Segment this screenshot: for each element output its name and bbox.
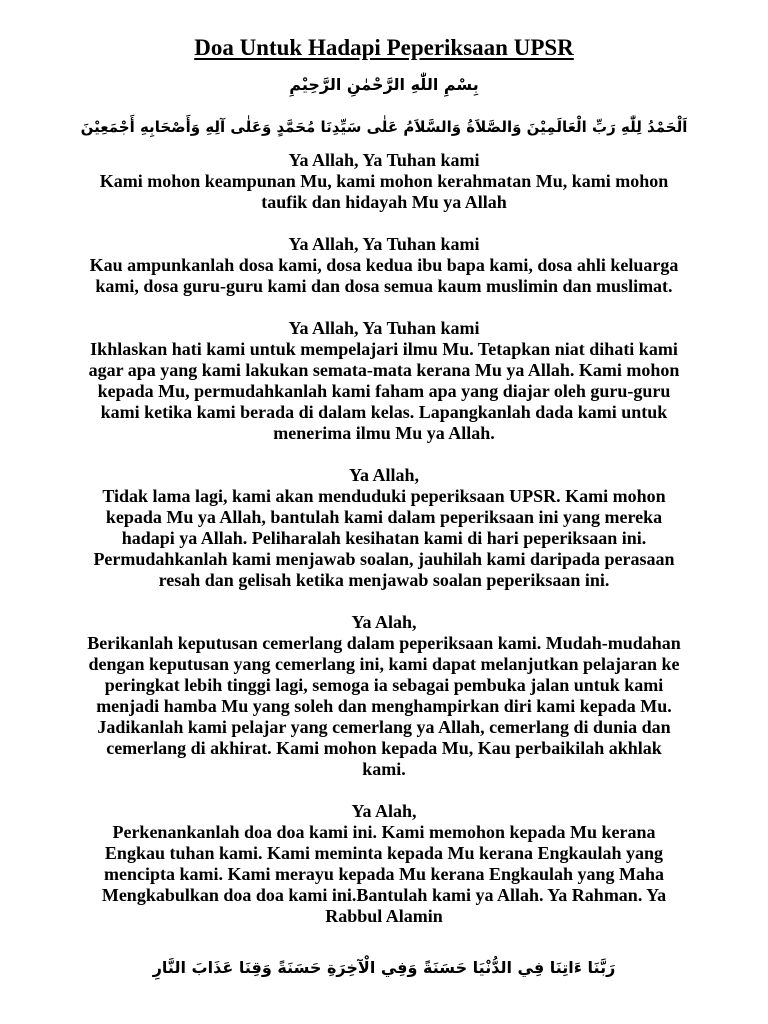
paragraph-line: cemerlang di akhirat. Kami mohon kepada Mu, Kau perbaikilah akhlak (106, 738, 662, 758)
closing-dua: رَبَّنَا ءَاتِنَا فِي الدُّنْيَا حَسَنَةً وَفِي الْآخِرَةِ حَسَنَةً وَقِنَا عَذَابَ النَّارِ (152, 958, 616, 977)
document-title (0, 33, 768, 63)
paragraph-line: kami, dosa guru-guru kami dan dosa semua kaum muslimin dan muslimat. (95, 276, 673, 296)
paragraph-line: Berikanlah keputusan cemerlang dalam peperiksaan kami. Mudah-mudahan (87, 633, 681, 653)
paragraph-line: kami. (362, 759, 406, 779)
prayer-body (80, 150, 688, 948)
paragraph-line: Permudahkanlah kami menjawab soalan, jauhilah kami daripada perasaan (93, 549, 675, 569)
paragraph-line: Kami mohon keampunan Mu, kami mohon kerahmatan Mu, kami mohon (99, 171, 669, 191)
paragraph-line: kepada Mu, permudahkanlah kami faham apa yang diajar oleh guru-guru (97, 381, 671, 401)
prayer-paragraph (80, 234, 688, 297)
document-title-text: Doa Untuk Hadapi Peperiksaan UPSR (194, 35, 574, 60)
paragraph-line: dengan keputusan yang cemerlang ini, kami dapat melanjutkan pelajaran ke (88, 654, 680, 674)
paragraph-heading: Ya Allah, Ya Tuhan kami (288, 318, 480, 338)
prayer-paragraph (80, 150, 688, 213)
paragraph-line: Mengkabulkan doa doa kami ini.Bantulah kami ya Allah. Ya Rahman. Ya (101, 885, 667, 905)
paragraph-line: kepada Mu ya Allah, bantulah kami dalam peperiksaan ini yang mereka (105, 507, 663, 527)
paragraph-line: Kau ampunkanlah dosa kami, dosa kedua ibu bapa kami, dosa ahli keluarga (89, 255, 679, 275)
paragraph-line: Rabbul Alamin (325, 906, 443, 926)
prayer-paragraph (80, 318, 688, 444)
paragraph-line: menjadi hamba Mu yang soleh dan menghampirkan diri kami kepada Mu. (96, 696, 672, 716)
paragraph-line: menerima ilmu Mu ya Allah. (273, 423, 495, 443)
prayer-paragraph (80, 612, 688, 780)
paragraph-line: kami ketika kami berada di dalam kelas. Lapangkanlah dada kami untuk (100, 402, 668, 422)
paragraph-line: Jadikanlah kami pelajar yang cemerlang ya Allah, cemerlang di dunia dan (97, 717, 671, 737)
paragraph-heading: Ya Alah, (351, 612, 417, 632)
paragraph-line: Engkau tuhan kami. Kami meminta kepada Mu kerana Engkaulah yang (104, 843, 664, 863)
paragraph-line: taufik dan hidayah Mu ya Allah (261, 192, 507, 212)
paragraph-line: peringkat lebih tinggi lagi, semoga ia sebagai pembuka jalan untuk kami (104, 675, 664, 695)
prayer-paragraph (80, 465, 688, 591)
paragraph-line: agar apa yang kami lakukan semata-mata kerana Mu ya Allah. Kami mohon (88, 360, 680, 380)
paragraph-heading: Ya Allah, (348, 465, 420, 485)
hamdalah: اَلْحَمْدُ لِلّٰهِ رَبِّ الْعَالَمِيْنَ وَالصَّلاَةُ وَالسَّلاَمُ عَلٰى سَيِّدِنَا مُحَمَّدٍ وَعَلٰى آلِهِ وَأَصْحَابِهِ أَجْمَعِيْنَ (80, 118, 688, 136)
paragraph-line: mencipta kami. Kami merayu kepada Mu kerana Engkaulah yang Maha (103, 864, 665, 884)
paragraph-line: hadapi ya Allah. Peliharalah kesihatan kami di hari peperiksaan ini. (121, 528, 647, 548)
paragraph-heading: Ya Allah, Ya Tuhan kami (288, 234, 480, 254)
paragraph-heading: Ya Allah, Ya Tuhan kami (288, 150, 480, 170)
paragraph-line: resah dan gelisah ketika menjawab soalan peperiksaan ini. (158, 570, 610, 590)
paragraph-line: Ikhlaskan hati kami untuk mempelajari ilmu Mu. Tetapkan niat dihati kami (90, 339, 678, 359)
basmalah: بِسْمِ اللّٰهِ الرَّحْمٰنِ الرَّحِيْمِ (289, 75, 479, 94)
paragraph-line: Perkenankanlah doa doa kami ini. Kami memohon kepada Mu kerana (112, 822, 656, 842)
paragraph-line: Tidak lama lagi, kami akan menduduki peperiksaan UPSR. Kami mohon (102, 486, 666, 506)
paragraph-heading: Ya Alah, (351, 801, 417, 821)
prayer-paragraph (80, 801, 688, 927)
